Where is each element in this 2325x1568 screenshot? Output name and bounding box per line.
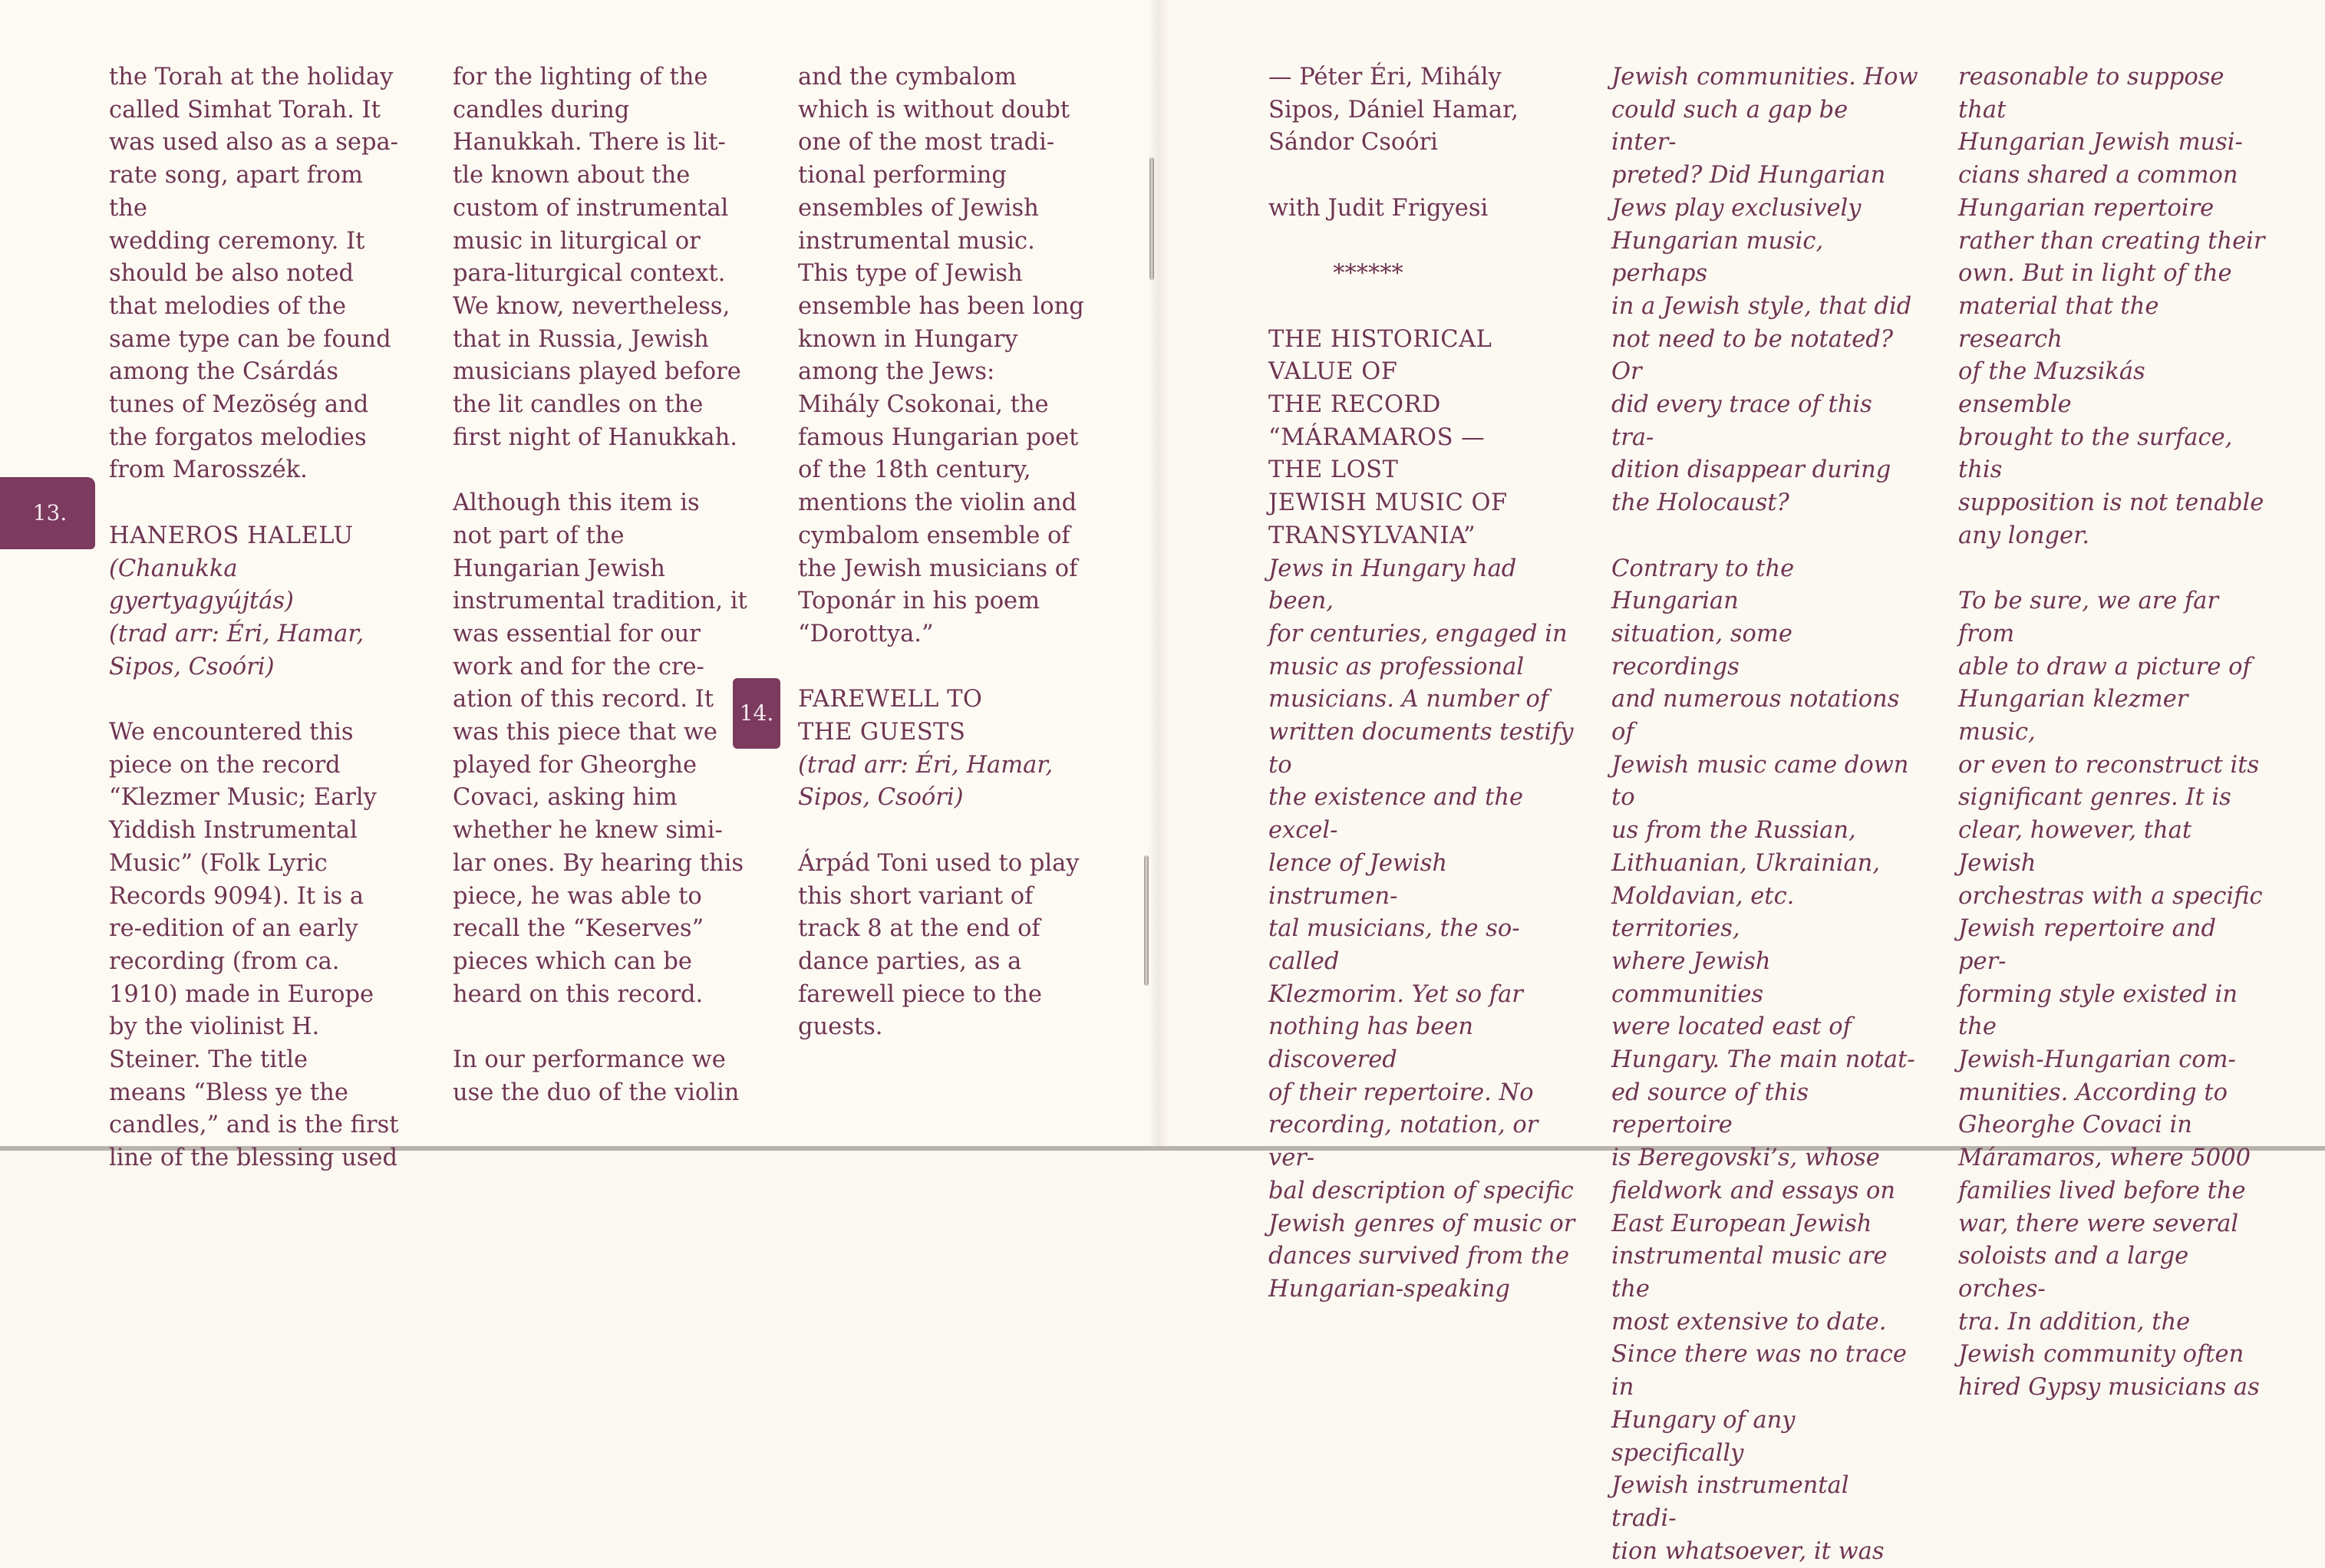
text-column-4 bbox=[1268, 61, 1575, 1306]
track-13-credit: (Chanukka gyertyagyújtás) (trad arr: Éri, Hamar, Sipos, Csoóri) bbox=[109, 555, 364, 680]
text-column-3 bbox=[798, 61, 1105, 1044]
paragraph: and the cymbalom which is without doubt one of the most tradi- tional performing ensembles of Jewish instrumental music. This type of Jewish ensemble has been long known in Hungary among the Jews: Mihály Csokonai, the famous Hungarian poet of the 18th century, mentions the violin and cymbalom ensemble of the Jewish musicians of Toponár in his poem “Dorottya.” bbox=[798, 64, 1084, 647]
paragraph: Jewish communities. How could such a gap be inter- preted? Did Hungarian Jews play exclusively Hungarian music, perhaps in a Jewish style, that did not need to be notated? Or did every trace of this tra- dition disappear during the Holocaust? bbox=[1611, 64, 1918, 517]
paragraph: To be sure, we are far from able to draw a picture of Hungarian klezmer music, or even to reconstruct its significant genres. It is clear, however, that Jewish orchestras with a specific Jewish repertoire and per- forming style existed in the Jewish-Hungarian com- munities. According to Gheorghe Covaci in Máramaros, where 5000 families lived before the war, there were several soloists and a large orches- tra. In addition, the Jewish community often hired Gypsy musicians as bbox=[1958, 588, 2263, 1402]
paragraph: Although this item is not part of the Hungarian Jewish instrumental tradition, it was essential for our work and for the cre- ation of this record. It was this piece that we played for Gheorghe Covaci, asking him whether he knew simi- lar ones. By hearing this piece, he was able to recall the “Keserves” pieces which can be heard on this record. bbox=[453, 489, 747, 1008]
paragraph: Contrary to the Hungarian situation, some recordings and numerous notations of Jewish music came down to us from the Russian, Lithuanian, Ukrainian, Moldavian, etc. territories, where Jewish communities were located east of Hungary. The main notat- ed source of this repertoire is Beregovski’s, whose fieldwork and essays on East European Jewish instrumental music are the most extensive to date. Since there was no trace in Hungary of any specifically Jewish instrumental tradi- tion whatsoever, it was bbox=[1611, 555, 1915, 1565]
paragraph: We encountered this piece on the record “Klezmer Music; Early Yiddish Instrumental Music” (Folk Lyric Records 9094). It is a re-edition of an early recording (from ca. 1910) made in Europe by the violinist H. Steiner. The title means “Bless ye the candles,” and is the first line of the blessing used bbox=[109, 719, 399, 1172]
author-signature: — Péter Éri, Mihály Sipos, Dániel Hamar, Sándor Csoóri bbox=[1268, 64, 1519, 156]
text-column-5 bbox=[1611, 61, 1918, 1568]
track-13-title: HANEROS HALELU bbox=[109, 522, 354, 549]
section-separator: ****** bbox=[1333, 260, 1403, 288]
author-with: with Judit Frigyesi bbox=[1268, 194, 1489, 222]
text-column-2 bbox=[453, 61, 752, 1109]
track-14-title: FAREWELL TO THE GUESTS bbox=[798, 686, 983, 746]
track-14-credit: (trad arr: Éri, Hamar, Sipos, Csoóri) bbox=[798, 751, 1054, 812]
track-13-badge: 13. bbox=[0, 477, 95, 549]
staple-bottom bbox=[1144, 855, 1149, 986]
section-heading: THE HISTORICAL VALUE OF THE RECORD “MÁRAMAROS — THE LOST JEWISH MUSIC OF TRANSYLVANIA” bbox=[1268, 325, 1508, 549]
paragraph: for the lighting of the candles during Hanukkah. There is lit- tle known about the custom of instrumental music in liturgical or para-liturgical context. We know, nevertheless, that in Russia, Jewish musicians played before the lit candles on the first night of Hanukkah. bbox=[453, 64, 741, 451]
staple-top bbox=[1149, 157, 1154, 280]
paragraph: the Torah at the holiday called Simhat Torah. It was used also as a sepa- rate song, apart from the wedding ceremony. It should be also noted that melodies of the same type can be found among the Csárdás tunes of Mezöség and the forgatos melodies from Marosszék. bbox=[109, 64, 398, 484]
paragraph: Jews in Hungary had been, for centuries, engaged in music as professional musicians. A number of written documents testify to the existence and the excel- lence of Jewish instrumen- tal musicians, the so-called Klezmorim. Yet so far nothing has been discovered of their repertoire. No recording, notation, or ver- bal description of specific Jewish genres of music or dances survived from the Hungarian-speaking bbox=[1268, 555, 1575, 1303]
text-column-6 bbox=[1958, 61, 2265, 1405]
paragraph: Árpád Toni used to play this short variant of track 8 at the end of dance parties, as a farewell piece to the guests. bbox=[798, 849, 1080, 1041]
track-14-badge: 14. bbox=[733, 678, 780, 749]
text-column-1 bbox=[109, 61, 401, 1175]
paragraph: In our performance we use the duo of the violin bbox=[453, 1046, 740, 1106]
paragraph: reasonable to suppose that Hungarian Jewish musi- cians shared a common Hungarian repertoire rather than creating their own. But in light of the material that the research of the Muzsikás ensemble brought to the surface, this supposition is not tenable any longer. bbox=[1958, 64, 2265, 549]
